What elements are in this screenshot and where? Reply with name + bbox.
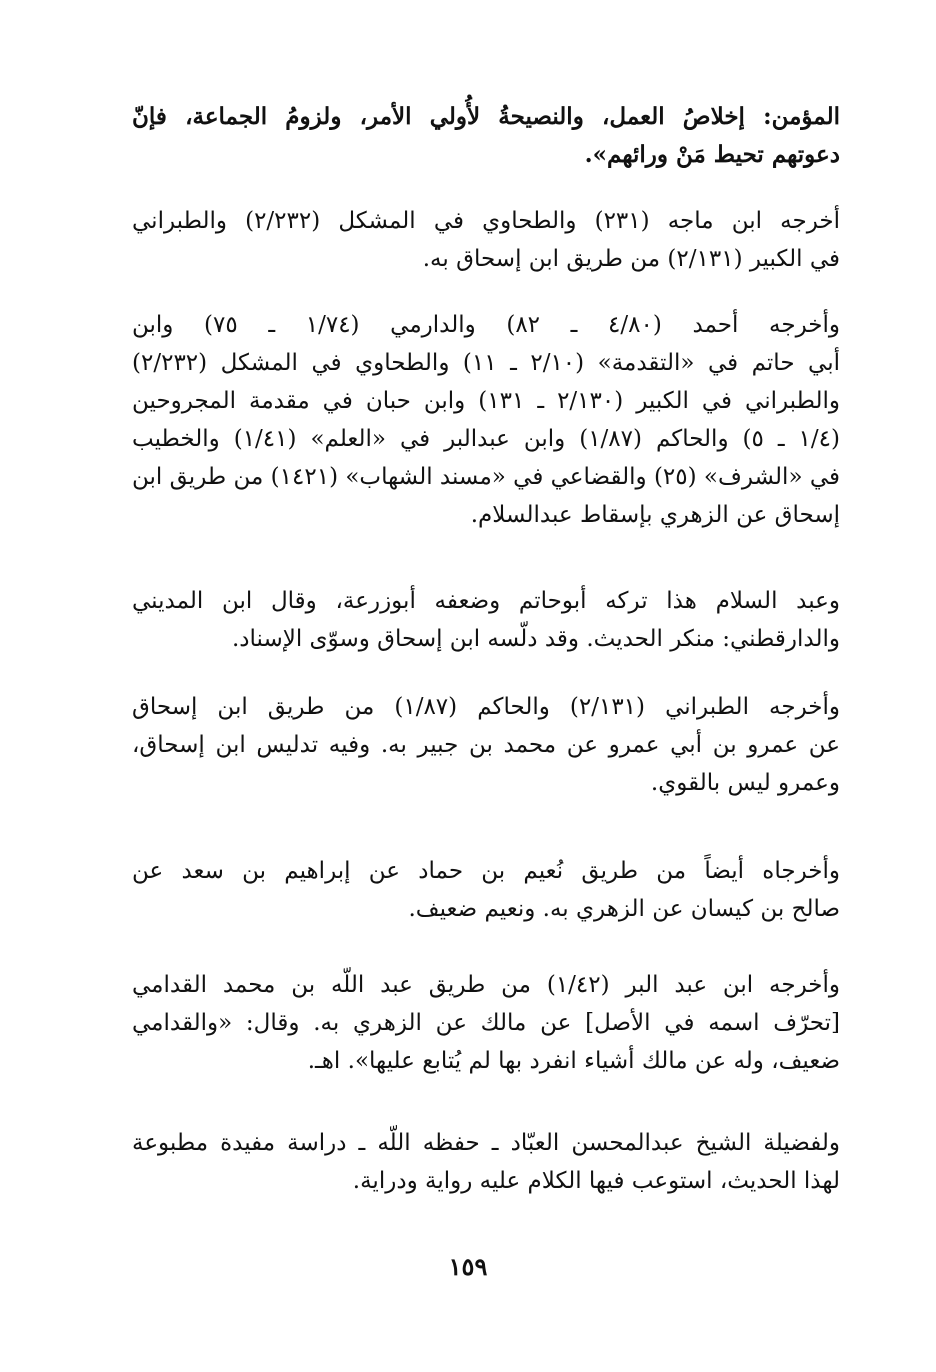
paragraph-tabarani [132,688,840,802]
text-line: وأخرجه الطبراني (٢/١٣١) والحاكم (١/٨٧) من طريق ابن إسحاق [132,694,840,720]
text-line: وأخرجه أحمد (٤/٨٠ ـ ٨٢) والدارمي (١/٧٤ ـ ٧٥) وابن [132,312,840,338]
text-line: والدارقطني: منكر الحديث. وقد دلّسه ابن إسحاق وسوّى الإسناد. [231,626,840,652]
text-line: صالح بن كيسان عن الزهري به. ونعيم ضعيف. [408,896,840,922]
text-line: وعبد السلام هذا تركه أبوحاتم وضعفه أبوزرعة، وقال ابن المديني [132,588,840,614]
text-line: وعمرو ليس بالقوي. [650,770,840,796]
text-line: [تحرّف اسمه في الأصل] عن مالك عن الزهري به. وقال: «والقدامي [132,1010,840,1036]
paragraph-hadith-text [132,98,840,174]
paragraph-abbad [132,1124,840,1200]
text-line: في الكبير (٢/١٣١) من طريق ابن إسحاق به. [422,246,840,272]
text-line: المؤمن: إخلاصُ العمل، والنصيحةُ لأُولي الأمر، ولزومُ الجماعة، فإنّ [132,103,840,130]
text-line: (١/٤ ـ ٥) والحاكم (١/٨٧) وابن عبدالبر في «العلم» (١/٤١) والخطيب [132,426,840,452]
text-line: والطبراني في الكبير (٢/١٣٠ ـ ١٣١) وابن حبان في مقدمة المجروحين [132,388,840,414]
paragraph-nuaym [132,852,840,928]
paragraph-abdussalam [132,582,840,658]
text-line: أخرجه ابن ماجه (٢٣١) والطحاوي في المشكل (٢/٢٣٢) والطبراني [132,208,841,234]
text-line: عن عمرو بن أبي عمرو عن محمد بن جبير به. وفيه تدليس ابن إسحاق، [132,732,840,758]
page-number: ١٥٩ [448,1252,488,1281]
text-line: في «الشرف» (٢٥) والقضاعي في «مسند الشهاب» (١٤٢١) من طريق ابن [132,464,841,490]
text-line: ضعيف، وله عن مالك أشياء انفرد بها لم يُتابع عليها». اهـ. [307,1048,840,1074]
page-body [132,98,840,1298]
paragraph-ibn-majah [132,202,840,278]
text-line: إسحاق عن الزهري بإسقاط عبدالسلام. [470,502,840,528]
paragraph-ahmad [132,306,840,534]
text-line: أبي حاتم في «التقدمة» (٢/١٠ ـ ١١) والطحاوي في المشكل (٢/٢٣٢) [132,350,840,376]
text-line: وأخرجه ابن عبد البر (١/٤٢) من طريق عبد اللّه بن محمد القدامي [132,972,840,998]
text-line: لهذا الحديث، استوعب فيها الكلام عليه رواية ودراية. [352,1168,840,1194]
text-line: ولفضيلة الشيخ عبدالمحسن العبّاد ـ حفظه اللّه ـ دراسة مفيدة مطبوعة [132,1130,840,1156]
text-line: دعوتهم تحيط مَنْ ورائهم». [584,141,840,168]
paragraph-ibn-abdulbarr [132,966,840,1080]
text-line: وأخرجاه أيضاً من طريق نُعيم بن حماد عن إبراهيم بن سعد عن [132,858,840,884]
